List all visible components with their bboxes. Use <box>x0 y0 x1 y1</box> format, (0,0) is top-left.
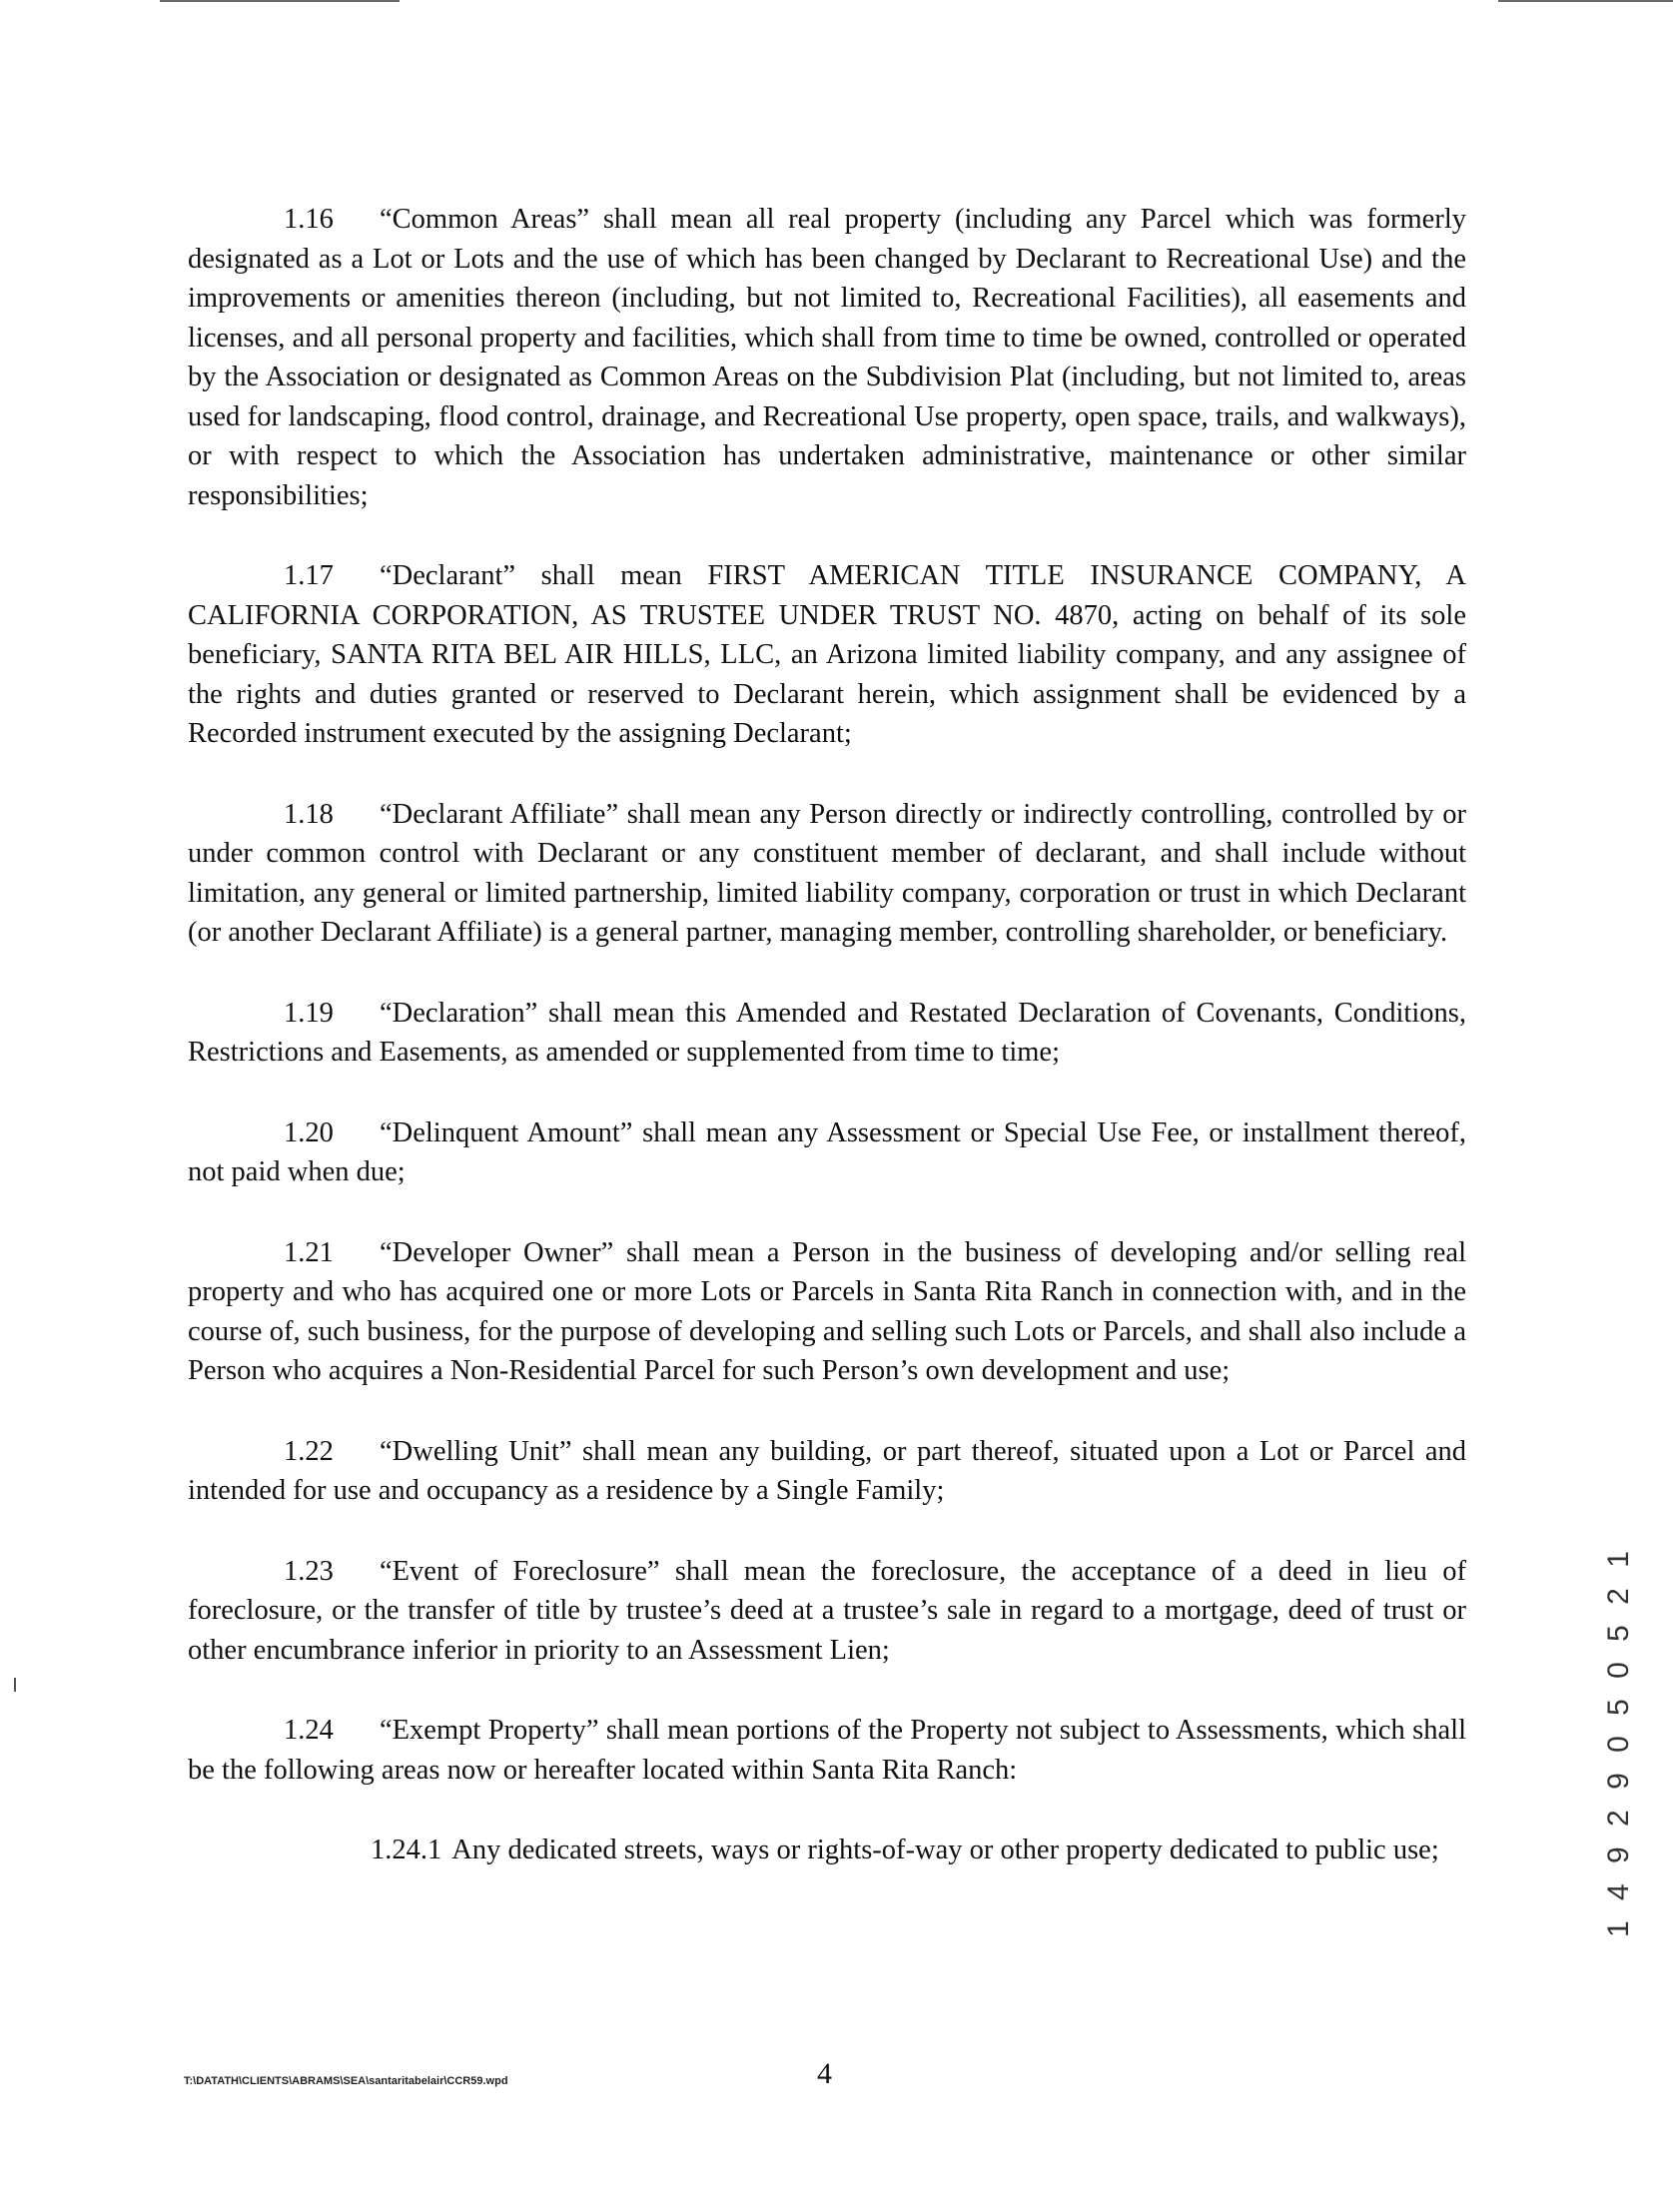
document-body <box>188 200 1466 1911</box>
definition-1-16 <box>188 200 1466 515</box>
subsection-1-24-1 <box>188 1831 1466 1870</box>
section-number: 1.18 <box>284 798 334 830</box>
section-text: “Declarant” shall mean FIRST AMERICAN TITLE INSURANCE COMPANY, A CALIFORNIA CORPORATION, AS TRUSTEE UNDER TRUST NO. 4870, acting on behalf of its sole beneficiary, SANTA RITA BEL AIR HILLS, LLC, an Arizona limited liability company, and any assignee of the rights and duties granted or reserved to Declarant herein, which assignment shall be evidenced by a Recorded instrument executed by the assigning Declarant; <box>188 560 1466 749</box>
section-text: “Exempt Property” shall mean portions of the Property not subject to Assessments, which shall be the following areas now or hereafter located within Santa Rita Ranch: <box>188 1715 1466 1786</box>
section-number: 1.22 <box>284 1435 334 1467</box>
subsection-number: 1.24.1 <box>371 1835 442 1865</box>
section-number: 1.20 <box>284 1116 334 1148</box>
definition-1-24 <box>188 1711 1466 1790</box>
subsection-text: Any dedicated streets, ways or rights-of-way or other property dedicated to public use; <box>451 1835 1439 1865</box>
section-number: 1.16 <box>284 204 334 235</box>
recording-stamp-number: 1 4 9 2 9 0 5 0 5 2 1 <box>1602 1545 1635 1937</box>
section-text: “Event of Foreclosure” shall mean the foreclosure, the acceptance of a deed in lieu of foreclosure, or the transfer of title by trustee’s deed at a trustee’s sale in regard to a mortgage, deed of trust or other encumbrance inferior in priority to an Assessment Lien; <box>188 1555 1466 1666</box>
definition-1-20 <box>188 1113 1466 1192</box>
recording-stamp <box>1602 1545 1642 1937</box>
section-number: 1.24 <box>284 1715 334 1746</box>
definition-1-23 <box>188 1552 1466 1671</box>
definition-1-19 <box>188 994 1466 1073</box>
definition-1-22 <box>188 1432 1466 1511</box>
section-text: “Declarant Affiliate” shall mean any Person directly or indirectly controlling, controlled by or under common control with Declarant or any constituent member of declarant, and shall include without limitation, any general or limited partnership, limited liability company, corporation or trust in which Declarant (or another Declarant Affiliate) is a general partner, managing member, controlling shareholder, or beneficiary. <box>188 798 1466 948</box>
definition-1-21 <box>188 1233 1466 1391</box>
section-number: 1.17 <box>284 560 334 591</box>
footer-file-path: T:\DATATH\CLIENTS\ABRAMS\SEA\santaritabelair\CCR59.wpd <box>184 2075 508 2087</box>
definition-1-17 <box>188 556 1466 754</box>
scan-artifact-top-right <box>1498 0 1673 2</box>
page-number: 4 <box>817 2057 832 2090</box>
section-text: “Dwelling Unit” shall mean any building, or part thereof, situated upon a Lot or Parcel and intended for use and occupancy as a residence by a Single Family; <box>188 1435 1466 1506</box>
section-text: “Delinquent Amount” shall mean any Assessment or Special Use Fee, or installment thereof, not paid when due; <box>188 1116 1466 1187</box>
scan-artifact-top-left <box>160 0 400 2</box>
section-number: 1.19 <box>284 997 334 1029</box>
definition-1-18 <box>188 795 1466 953</box>
section-text: “Declaration” shall mean this Amended and Restated Declaration of Covenants, Conditions, Restrictions and Easements, as amended or supplemented from time to time; <box>188 997 1466 1068</box>
section-text: “Common Areas” shall mean all real property (including any Parcel which was formerly designated as a Lot or Lots and the use of which has been changed by Declarant to Recreational Use) and the improvements or amenities thereon (including, but not limited to, Recreational Facilities), all easements and licenses, and all personal property and facilities, which shall from time to time be owned, controlled or operated by the Association or designated as Common Areas on the Subdivision Plat (including, but not limited to, areas used for landscaping, flood control, drainage, and Recreational Use property, open space, trails, and walkways), or with respect to which the Association has undertaken administrative, maintenance or other similar responsibilities; <box>188 204 1466 511</box>
section-number: 1.23 <box>284 1555 334 1587</box>
scan-artifact-left-margin <box>14 1678 16 1692</box>
section-text: “Developer Owner” shall mean a Person in the business of developing and/or selling real property and who has acquired one or more Lots or Parcels in Santa Rita Ranch in connection with, and in the course of, such business, for the purpose of developing and selling such Lots or Parcels, and shall also include a Person who acquires a Non-Residential Parcel for such Person’s own development and use; <box>188 1236 1466 1386</box>
section-number: 1.21 <box>284 1236 334 1268</box>
